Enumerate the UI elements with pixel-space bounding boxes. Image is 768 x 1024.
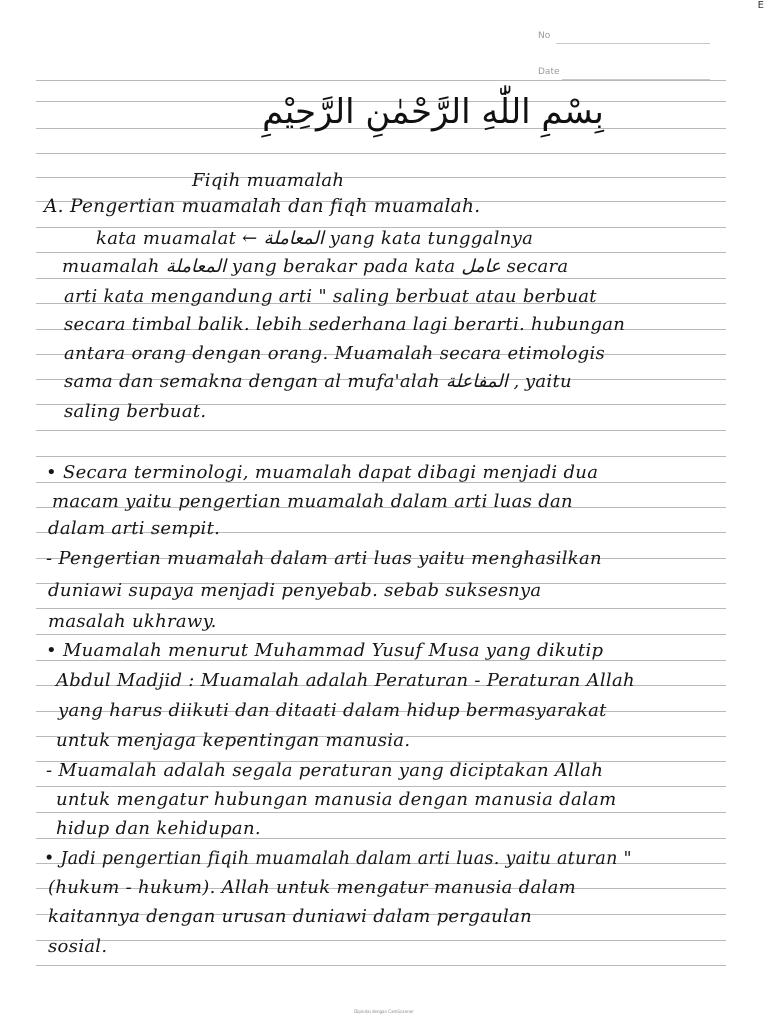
bullet-item: • Jadi pengertian fiqih muamalah dalam arti luas. yaitu aturan ": [44, 849, 632, 869]
text-line: masalah ukhrawy.: [48, 611, 217, 632]
text-line: yang harus diikuti dan ditaati dalam hidup bermasyarakat: [58, 700, 607, 721]
text-line: untuk menjaga kepentingan manusia.: [56, 730, 411, 751]
ruled-line: [36, 153, 726, 154]
date-label: Date: [538, 67, 560, 77]
text-line: secara timbal balik. lebih sederhana lagi berarti. hubungan: [64, 314, 626, 335]
text-line: sama dan semakna dengan al mufa'alah المفاعلة , yaitu: [64, 371, 572, 392]
text-line: saling berbuat.: [64, 401, 207, 422]
ruled-line: [36, 278, 726, 279]
ruled-line: [36, 965, 726, 966]
no-field-line: [556, 43, 710, 44]
section-heading: A. Pengertian muamalah dan fiqh muamalah.: [44, 196, 481, 217]
text-line: hidup dan kehidupan.: [56, 818, 261, 839]
corner-mark: E: [757, 0, 764, 11]
bullet-item: • Muamalah menurut Muhammad Yusuf Musa yang dikutip: [46, 640, 604, 661]
text-line: kaitannya dengan urusan duniawi dalam pergaulan: [48, 906, 532, 927]
text-line: macam yaitu pengertian muamalah dalam arti luas dan: [52, 491, 573, 512]
ruled-line: [36, 634, 726, 635]
bullet-item: - Muamalah adalah segala peraturan yang diciptakan Allah: [46, 760, 604, 781]
text-line: untuk mengatur hubungan manusia dengan manusia dalam: [56, 789, 617, 810]
ruled-line: [36, 430, 726, 431]
ruled-line: [36, 786, 726, 787]
scanner-watermark: Dipindai dengan CamScanner: [354, 1009, 414, 1014]
bullet-item: • Secara terminologi, muamalah dapat dibagi menjadi dua: [46, 462, 599, 483]
text-line: kata muamalat ← المعاملة yang kata tunggalnya: [96, 228, 534, 249]
text-line: sosial.: [48, 936, 108, 957]
text-line: arti kata mengandung arti " saling berbuat atau berbuat: [64, 286, 597, 307]
ruled-line: [36, 812, 726, 813]
text-line: muamalah المعاملة yang berakar pada kata عامل secara: [62, 256, 569, 277]
text-line: dalam arti sempit.: [48, 518, 221, 539]
ruled-line: [36, 252, 726, 253]
basmalah-calligraphy: بِسْمِ اللّٰهِ الرَّحْمٰنِ الرَّحِيْمِ: [262, 92, 604, 132]
ruled-line: [36, 80, 726, 81]
ruled-line: [36, 608, 726, 609]
bullet-item: - Pengertian muamalah dalam arti luas yaitu menghasilkan: [46, 548, 602, 569]
page-title: Fiqih muamalah: [192, 170, 345, 191]
no-label: No: [538, 31, 551, 41]
ruled-line: [36, 177, 726, 178]
ruled-line: [36, 940, 726, 941]
text-line: Abdul Madjid : Muamalah adalah Peraturan - Peraturan Allah: [56, 670, 635, 691]
text-line: duniawi supaya menjadi penyebab. sebab suksesnya: [48, 580, 542, 601]
text-line: (hukum - hukum). Allah untuk mengatur manusia dalam: [48, 877, 576, 898]
text-line: antara orang dengan orang. Muamalah secara etimologis: [64, 343, 606, 364]
ruled-line: [36, 456, 726, 457]
